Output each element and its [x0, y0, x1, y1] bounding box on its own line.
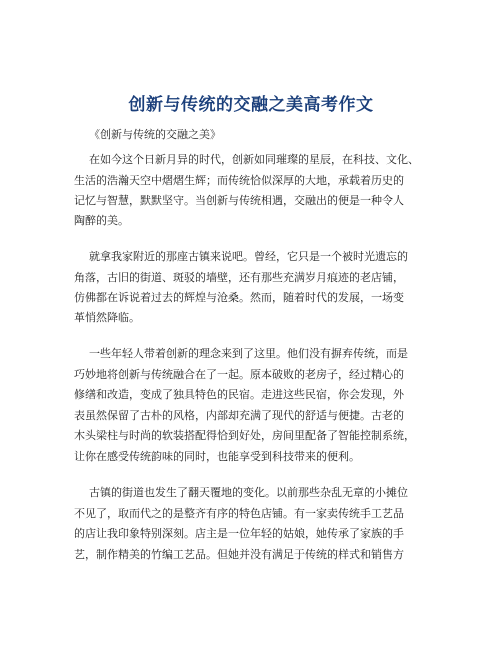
paragraph-line: 不见了，取而代之的是整齐有序的特色店铺。有一家卖传统手工艺品	[74, 507, 404, 520]
paragraph-line: 陶醉的美。	[74, 214, 129, 227]
paragraph-line: 在如今这个日新月异的时代，创新如同璀璨的星辰，在科技、文化、	[89, 153, 419, 166]
paragraph-line: 角落，古旧的街道、斑驳的墙壁，还有那些充满岁月痕迹的老店铺，	[74, 271, 404, 284]
paragraph-line: 一些年轻人带着创新的理念来到了这里。他们没有摒弃传统，而是	[89, 347, 408, 360]
paragraph-line: 木头梁柱与时尚的软装搭配得恰到好处，房间里配备了智能控制系统，	[74, 429, 415, 442]
paragraph-line: 巧妙地将创新与传统融合在了一起。原本破败的老房子，经过精心的	[74, 368, 404, 381]
paragraph-line: 记忆与智慧，默默坚守。当创新与传统相遇，交融出的便是一种令人	[74, 194, 404, 207]
paragraph-line: 就拿我家附近的那座古镇来说吧。曾经，它只是一个被时光遗忘的	[89, 250, 408, 263]
paragraph-line: 生活的浩瀚天空中熠熠生辉；而传统恰似深厚的大地，承载着历史的	[74, 174, 404, 187]
paragraph-line: 的店让我印象特别深刻。店主是一位年轻的姑娘，她传承了家族的手	[74, 527, 404, 540]
paragraph-line: 表虽然保留了古朴的风格，内部却充满了现代的舒适与便捷。古老的	[74, 409, 404, 422]
essay-subtitle: 《创新与传统的交融之美》	[89, 128, 221, 141]
page-title: 创新与传统的交融之美高考作文	[128, 95, 374, 115]
paragraph-line: 革悄然降临。	[74, 311, 140, 324]
paragraph-line: 仿佛都在诉说着过去的辉煌与沧桑。然而，随着时代的发展，一场变	[74, 291, 404, 304]
paragraph-line: 让你在感受传统韵味的同时，也能享受到科技带来的便利。	[74, 450, 360, 463]
paragraph-line: 修缮和改造，变成了独具特色的民宿。走进这些民宿，你会发现，外	[74, 388, 404, 401]
paragraph-line: 古镇的街道也发生了翻天覆地的变化。以前那些杂乱无章的小摊位	[89, 486, 408, 499]
paragraph-line: 艺，制作精美的竹编工艺品。但她并没有满足于传统的样式和销售方	[74, 548, 404, 561]
